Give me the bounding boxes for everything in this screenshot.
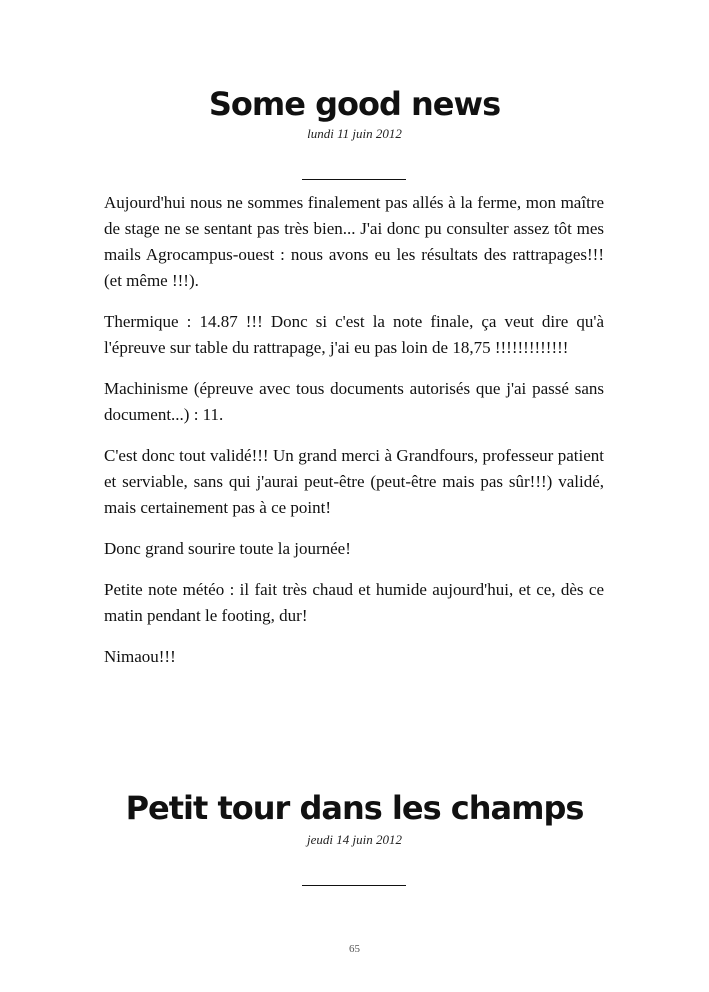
paragraph: C'est donc tout validé!!! Un grand merci à Grandfours, professeur patient et serviable, sans qui j'aurai peut-être (peut-être mais pas sûr!!!) validé, mais certainement pas à ce point! (104, 446, 604, 517)
paragraph: Machinisme (épreuve avec tous documents autorisés que j'ai passé sans document...) : 11. (104, 379, 604, 424)
paragraph: Thermique : 14.87 !!! Donc si c'est la note finale, ça veut dire qu'à l'épreuve sur table du rattrapage, j'ai eu pas loin de 18,75 !!!!!!!!!!!!! (104, 312, 604, 357)
paragraph: Aujourd'hui nous ne sommes finalement pas allés à la ferme, mon maître de stage ne se sentant pas très bien... J'ai donc pu consulter assez tôt mes mails Agrocampus-ouest : nous avons eu les résultats des rattrapages!!! (et même !!!). (104, 193, 604, 290)
paragraph: Donc grand sourire toute la journée! (104, 539, 351, 558)
title-separator (302, 179, 406, 180)
paragraph: Petite note météo : il fait très chaud et humide aujourd'hui, et ce, dès ce matin pendant le footing, dur! (104, 580, 604, 625)
post-title: Petit tour dans les champs (125, 789, 584, 827)
title-separator (302, 885, 406, 886)
paragraph: Nimaou!!! (104, 647, 176, 666)
post-body (104, 190, 604, 685)
page-number: 65 (349, 943, 360, 955)
post-date: lundi 11 juin 2012 (307, 126, 402, 141)
post-date: jeudi 14 juin 2012 (307, 832, 402, 847)
post-title: Some good news (208, 85, 501, 123)
